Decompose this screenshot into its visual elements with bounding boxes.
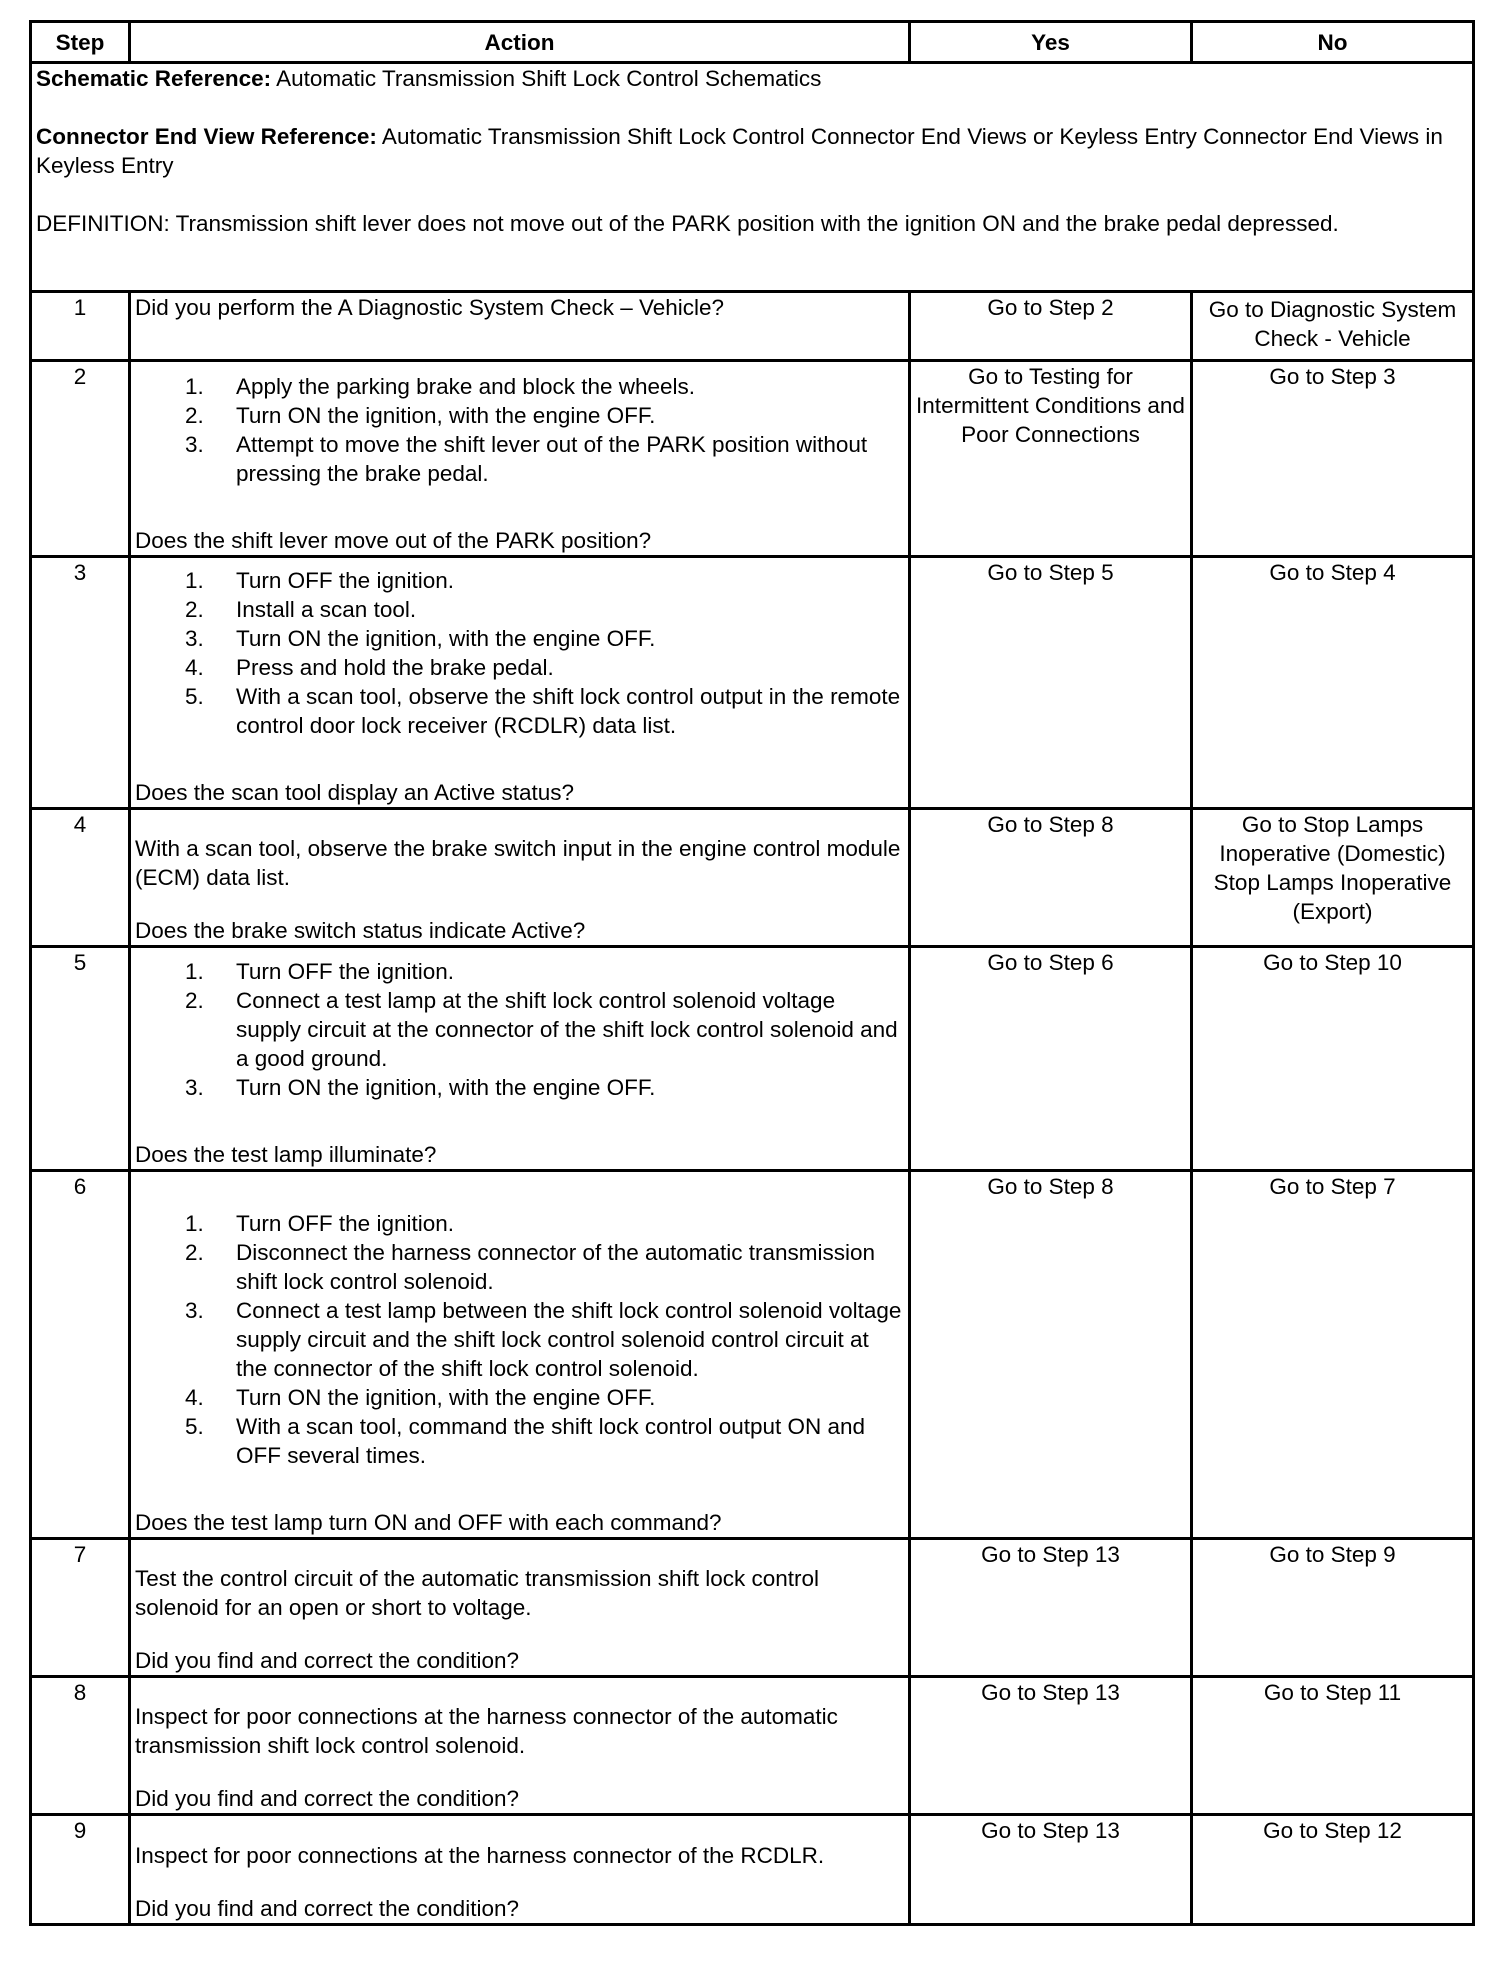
- step-text: Test the control circuit of the automatic transmission shift lock control solenoid for an open or short to voltage.: [135, 1566, 820, 1620]
- header-step: Step: [31, 22, 130, 63]
- schematic-reference-label: Schematic Reference:: [36, 66, 272, 91]
- list-item: [135, 1412, 904, 1470]
- list-item-text: Install a scan tool.: [236, 597, 417, 622]
- list-item: [135, 1073, 904, 1102]
- table-row: [31, 1171, 1474, 1539]
- step-question: Does the brake switch status indicate Active?: [135, 918, 586, 943]
- list-item: [135, 401, 904, 430]
- yes-result: Go to Step 13: [910, 1677, 1192, 1815]
- list-item: [135, 372, 904, 401]
- step-action: [130, 809, 910, 947]
- list-item-number: 2.: [185, 597, 204, 622]
- step-number: 2: [31, 361, 130, 557]
- list-item-text: Disconnect the harness connector of the automatic transmission shift lock control solenoid.: [236, 1240, 876, 1294]
- table-row: [31, 1677, 1474, 1815]
- table-row: [31, 557, 1474, 809]
- step-text: With a scan tool, observe the brake switch input in the engine control module (ECM) data list.: [135, 836, 901, 890]
- no-result: Go to Step 12: [1192, 1815, 1474, 1925]
- list-item: [135, 1383, 904, 1412]
- yes-result: Go to Step 2: [910, 292, 1192, 361]
- no-result: Go to Step 7: [1192, 1171, 1474, 1539]
- step-question: Did you find and correct the condition?: [135, 1896, 519, 1921]
- list-item-text: Apply the parking brake and block the wheels.: [236, 374, 696, 399]
- header-yes: Yes: [910, 22, 1192, 63]
- list-item-number: 5.: [185, 1414, 204, 1439]
- yes-result: Go to Step 13: [910, 1815, 1192, 1925]
- list-item-text: Connect a test lamp between the shift lock control solenoid voltage supply circuit and the shift lock control solenoid control circuit at the connector of the shift lock control solenoid.: [236, 1298, 902, 1381]
- list-item-number: 3.: [185, 432, 204, 457]
- substep-list: [135, 1209, 904, 1470]
- list-item-number: 4.: [185, 1385, 204, 1410]
- list-item: [135, 624, 904, 653]
- step-action: [130, 1677, 910, 1815]
- step-question: Did you find and correct the condition?: [135, 1648, 519, 1673]
- table-row: [31, 1539, 1474, 1677]
- substep-list: [135, 372, 904, 488]
- substep-list: [135, 566, 904, 740]
- schematic-reference-text: Automatic Transmission Shift Lock Control Schematics: [271, 66, 822, 91]
- no-result: Go to Step 11: [1192, 1677, 1474, 1815]
- list-item-text: Turn ON the ignition, with the engine OFF.: [236, 1385, 656, 1410]
- no-result: Go to Step 9: [1192, 1539, 1474, 1677]
- list-item: [135, 682, 904, 740]
- list-item-number: 4.: [185, 655, 204, 680]
- yes-result: Go to Testing for Intermittent Conditions and Poor Connections: [910, 361, 1192, 557]
- substep-list: [135, 957, 904, 1102]
- yes-result: Go to Step 5: [910, 557, 1192, 809]
- step-action: [130, 557, 910, 809]
- list-item-text: Turn OFF the ignition.: [236, 1211, 455, 1236]
- step-action: [130, 1171, 910, 1539]
- step-action: [130, 1815, 910, 1925]
- list-item-text: Turn ON the ignition, with the engine OFF.: [236, 626, 656, 651]
- list-item: [135, 957, 904, 986]
- list-item-text: Turn ON the ignition, with the engine OFF.: [236, 1075, 656, 1100]
- connector-reference-label: Connector End View Reference:: [36, 124, 377, 149]
- list-item: [135, 1296, 904, 1383]
- list-item-text: Turn ON the ignition, with the engine OFF.: [236, 403, 656, 428]
- table-row: [31, 809, 1474, 947]
- list-item: [135, 1238, 904, 1296]
- step-action: [130, 1539, 910, 1677]
- step-number: 4: [31, 809, 130, 947]
- connector-reference: [36, 122, 1468, 180]
- step-question: Does the scan tool display an Active status?: [135, 780, 575, 805]
- step-question: Does the test lamp turn ON and OFF with each command?: [135, 1510, 722, 1535]
- header-action: Action: [130, 22, 910, 63]
- list-item-number: 1.: [185, 1211, 204, 1236]
- yes-result: Go to Step 6: [910, 947, 1192, 1171]
- intro-cell: [31, 63, 1474, 292]
- diagnostic-table: [29, 20, 1475, 1926]
- no-result: Go to Diagnostic System Check - Vehicle: [1192, 292, 1474, 361]
- table-row: [31, 947, 1474, 1171]
- list-item-number: 1.: [185, 374, 204, 399]
- step-action: [130, 947, 910, 1171]
- no-result: Go to Stop Lamps Inoperative (Domestic) Stop Lamps Inoperative (Export): [1192, 809, 1474, 947]
- list-item-number: 1.: [185, 568, 204, 593]
- list-item-number: 3.: [185, 1298, 204, 1323]
- list-item: [135, 566, 904, 595]
- list-item-number: 2.: [185, 1240, 204, 1265]
- list-item: [135, 430, 904, 488]
- step-number: 7: [31, 1539, 130, 1677]
- header-no: No: [1192, 22, 1474, 63]
- list-item: [135, 653, 904, 682]
- yes-result: Go to Step 13: [910, 1539, 1192, 1677]
- list-item: [135, 1209, 904, 1238]
- list-item-text: Attempt to move the shift lever out of the PARK position without pressing the brake pedal.: [236, 432, 868, 486]
- step-action: [130, 292, 910, 361]
- step-number: 5: [31, 947, 130, 1171]
- step-text: Did you perform the A Diagnostic System Check – Vehicle?: [135, 295, 725, 320]
- connector-reference-text: Automatic Transmission Shift Lock Control Connector End Views or Keyless Entry Connector End Views in Keyless Entry: [36, 124, 1443, 178]
- no-result: Go to Step 3: [1192, 361, 1474, 557]
- table-row: [31, 361, 1474, 557]
- list-item-text: With a scan tool, observe the shift lock control output in the remote control door lock receiver (RCDLR) data list.: [236, 684, 901, 738]
- intro-row: [31, 63, 1474, 292]
- step-number: 9: [31, 1815, 130, 1925]
- step-question: Does the shift lever move out of the PARK position?: [135, 528, 652, 553]
- list-item-text: Connect a test lamp at the shift lock control solenoid voltage supply circuit at the connector of the shift lock control solenoid and a good ground.: [236, 988, 898, 1071]
- list-item-number: 5.: [185, 684, 204, 709]
- list-item-text: Turn OFF the ignition.: [236, 568, 455, 593]
- schematic-reference: [36, 64, 1468, 93]
- list-item-text: With a scan tool, command the shift lock control output ON and OFF several times.: [236, 1414, 866, 1468]
- list-item-number: 3.: [185, 1075, 204, 1100]
- list-item-text: Turn OFF the ignition.: [236, 959, 455, 984]
- step-number: 3: [31, 557, 130, 809]
- yes-result: Go to Step 8: [910, 1171, 1192, 1539]
- step-action: [130, 361, 910, 557]
- list-item-number: 3.: [185, 626, 204, 651]
- step-text: Inspect for poor connections at the harness connector of the automatic transmission shift lock control solenoid.: [135, 1704, 838, 1758]
- step-number: 8: [31, 1677, 130, 1815]
- table-row: [31, 1815, 1474, 1925]
- list-item-number: 2.: [185, 988, 204, 1013]
- list-item-number: 1.: [185, 959, 204, 984]
- list-item-text: Press and hold the brake pedal.: [236, 655, 554, 680]
- list-item: [135, 595, 904, 624]
- diagnostic-document: [29, 20, 1472, 1926]
- list-item-number: 2.: [185, 403, 204, 428]
- table-row: [31, 292, 1474, 361]
- step-text: Inspect for poor connections at the harness connector of the RCDLR.: [135, 1843, 825, 1868]
- step-question: Did you find and correct the condition?: [135, 1786, 519, 1811]
- yes-result: Go to Step 8: [910, 809, 1192, 947]
- no-result: Go to Step 4: [1192, 557, 1474, 809]
- step-number: 1: [31, 292, 130, 361]
- step-number: 6: [31, 1171, 130, 1539]
- no-result: Go to Step 10: [1192, 947, 1474, 1171]
- table-header-row: [31, 22, 1474, 63]
- definition: DEFINITION: Transmission shift lever does not move out of the PARK position with the ignition ON and the brake pedal depressed.: [36, 211, 1339, 236]
- list-item: [135, 986, 904, 1073]
- step-question: Does the test lamp illuminate?: [135, 1142, 437, 1167]
